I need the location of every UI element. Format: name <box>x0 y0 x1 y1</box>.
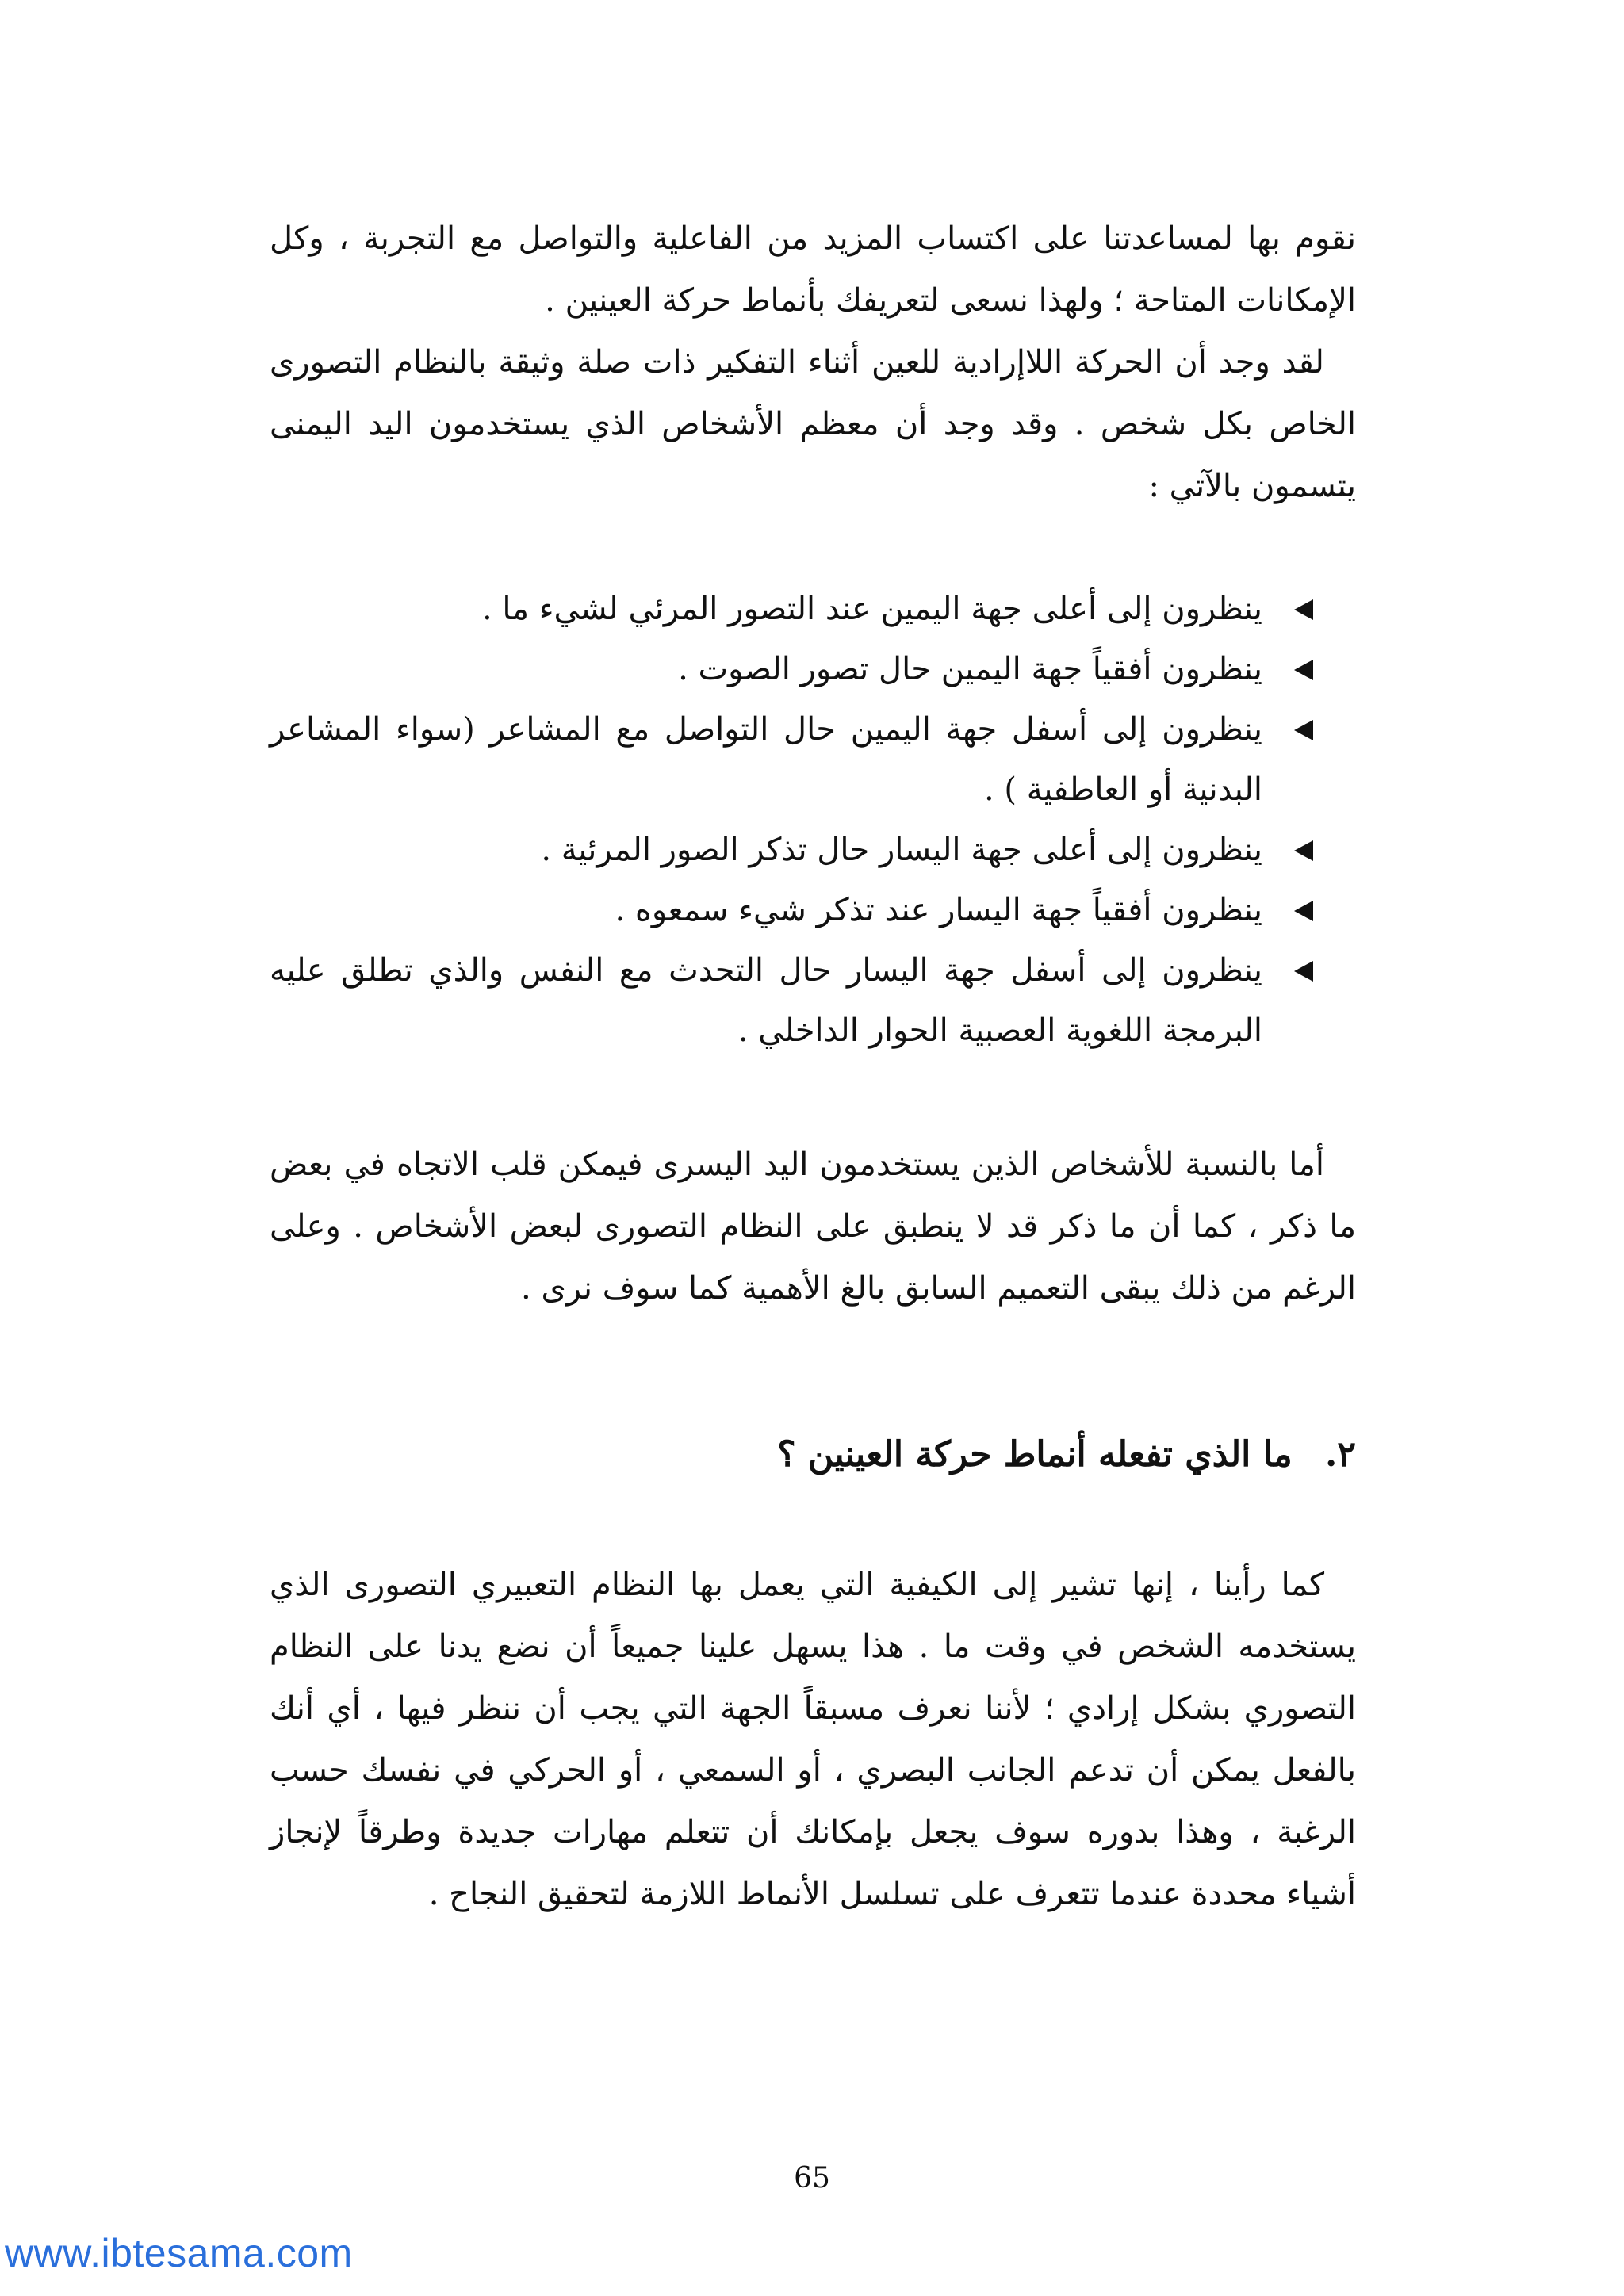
list-item <box>270 820 1324 880</box>
eye-movement-list <box>270 579 1324 1061</box>
list-item-text: ينظرون إلى أعلى جهة اليمين عند التصور المرئي لشيء ما . <box>481 591 1262 627</box>
list-item-text: ينظرون إلى أسفل جهة اليسار حال التحدث مع النفس والذي تطلق عليه البرمجة اللغوية العصبية الحوار الداخلي . <box>270 952 1262 1049</box>
section-number: ٢. <box>1325 1434 1356 1475</box>
list-item <box>270 639 1324 699</box>
watermark-url: www.ibtesama.com <box>5 2231 353 2275</box>
triangle-bullet-icon <box>1294 961 1313 982</box>
paragraph-text: أما بالنسبة للأشخاص الذين يستخدمون اليد اليسرى فيمكن قلب الاتجاه في بعض ما ذكر ، كما أن ما ذكر قد لا ينطبق على النظام التصورى لبعض الأشخاص . وعلى الرغم من ذلك يبقى التعميم السابق بالغ الأهمية كما سوف نرى . <box>270 1146 1356 1307</box>
triangle-bullet-icon <box>1294 720 1313 740</box>
list-item <box>270 880 1324 940</box>
list-item-text: ينظرون أفقياً جهة اليسار عند تذكر شيء سمعوه . <box>615 892 1262 928</box>
paragraph-text: كما رأينا ، إنها تشير إلى الكيفية التي يعمل بها النظام التعبيري التصورى الذي يستخدمه الشخص في وقت ما . هذا يسهل علينا جميعاً أن نضع يدنا على النظام التصوري بشكل إرادي ؛ لأننا نعرف مسبقاً الجهة التي يجب أن ننظر فيها ، أي أنك بالفعل يمكن أن تدعم الجانب البصري ، أو السمعي ، أو الحركي في نفسك حسب الرغبة ، وهذا بدوره سوف يجعل بإمكانك أن تتعلم مهارات جديدة وطرقاً لإنجاز أشياء محددة عندما تتعرف على تسلسل الأنماط اللازمة لتحقيق النجاح . <box>270 1567 1356 1912</box>
triangle-bullet-icon <box>1294 901 1313 921</box>
section-heading <box>270 1427 1356 1483</box>
triangle-bullet-icon <box>1294 660 1313 680</box>
left-handed-paragraph <box>270 1134 1356 1319</box>
section-body-paragraph <box>270 1554 1356 1925</box>
intro-block <box>270 208 1356 517</box>
list-item-text: ينظرون إلى أسفل جهة اليمين حال التواصل مع المشاعر (سواء المشاعر البدنية أو العاطفية ) . <box>270 711 1262 808</box>
list-item <box>270 940 1324 1061</box>
section-title: ما الذي تفعله أنماط حركة العينين ؟ <box>777 1434 1293 1475</box>
page-number: 65 <box>794 2162 830 2195</box>
list-item-text: ينظرون إلى أعلى جهة اليسار حال تذكر الصور المرئية . <box>541 832 1262 868</box>
list-item <box>270 699 1324 820</box>
list-item <box>270 579 1324 639</box>
triangle-bullet-icon <box>1294 840 1313 861</box>
intro-paragraph-1: نقوم بها لمساعدتنا على اكتساب المزيد من الفاعلية والتواصل مع التجربة ، وكل الإمكانات المتاحة ؛ ولهذا نسعى لتعريفك بأنماط حركة العينين . <box>270 220 1356 319</box>
list-item-text: ينظرون أفقياً جهة اليمين حال تصور الصوت . <box>678 651 1262 687</box>
triangle-bullet-icon <box>1294 599 1313 620</box>
intro-paragraph-2: لقد وجد أن الحركة اللاإرادية للعين أثناء التفكير ذات صلة وثيقة بالنظام التصورى الخاص بكل شخص . وقد وجد أن معظم الأشخاص الذي يستخدمون اليد اليمنى يتسمون بالآتي : <box>270 344 1356 504</box>
